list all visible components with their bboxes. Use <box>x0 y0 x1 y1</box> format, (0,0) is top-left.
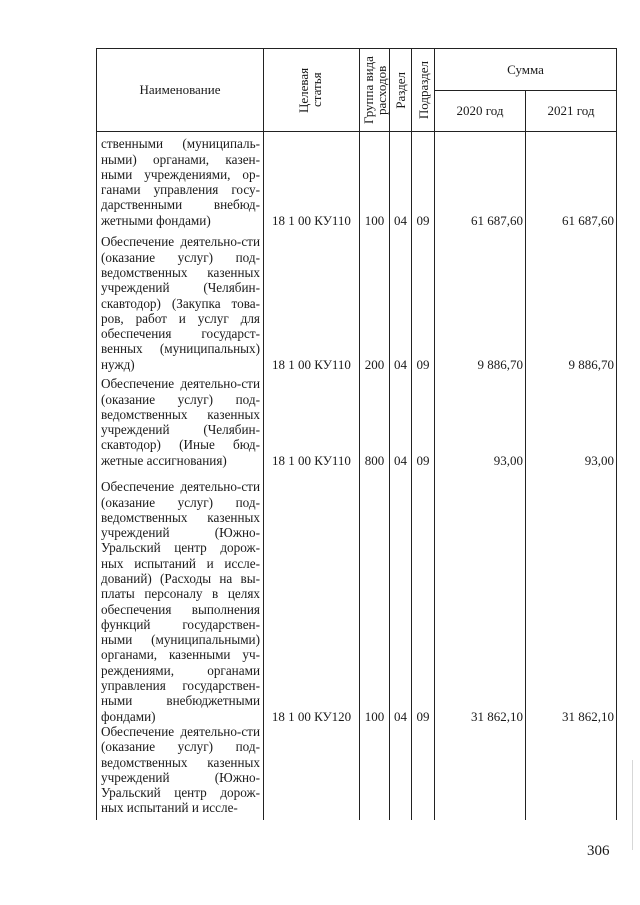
scan-edge-mark <box>632 760 633 850</box>
row-expense-group: 100 <box>360 468 390 724</box>
row-sum-2021: 9 886,70 <box>526 228 617 372</box>
row-sum-2020 <box>435 724 526 820</box>
row-section: 04 <box>390 372 412 468</box>
expense-group-label: Группа вида расходов <box>360 56 389 124</box>
col-header-section <box>390 49 412 132</box>
row-target-article <box>264 724 360 820</box>
table-row <box>97 372 617 468</box>
row-target-article: 18 1 00 КУ110 <box>264 372 360 468</box>
row-name: Обеспечение деятельно-сти (оказание услуг) под-ведомственных казенных учреждений (Челябин-скавтодор) (Закупка това-ров, работ и услуг для обеспечения государст-венных (муниципальных) нужд) <box>97 228 264 372</box>
target-article-label: Целевая статья <box>295 67 324 113</box>
row-sum-2021: 31 862,10 <box>526 468 617 724</box>
page-number: 306 <box>587 843 610 859</box>
row-section: 04 <box>390 132 412 229</box>
row-subsection: 09 <box>412 132 435 229</box>
row-expense-group: 800 <box>360 372 390 468</box>
row-subsection: 09 <box>412 468 435 724</box>
row-target-article: 18 1 00 КУ110 <box>264 132 360 229</box>
table-row <box>97 132 617 229</box>
row-section: 04 <box>390 228 412 372</box>
subsection-label: Подраздел <box>415 60 431 120</box>
col-header-expense-group <box>360 49 390 132</box>
table-row <box>97 724 617 820</box>
row-sum-2020: 61 687,60 <box>435 132 526 229</box>
row-expense-group: 100 <box>360 132 390 229</box>
row-section: 04 <box>390 468 412 724</box>
row-sum-2021: 93,00 <box>526 372 617 468</box>
table-row <box>97 468 617 724</box>
row-subsection: 09 <box>412 372 435 468</box>
table-row <box>97 228 617 372</box>
col-header-2021: 2021 год <box>526 91 617 132</box>
row-name: ственными (муниципаль-ными) органами, казен-ными учреждениями, ор-ганами управления госу-дарственными внебюд-жетными фондами) <box>97 132 264 229</box>
section-label: Раздел <box>393 71 408 109</box>
row-name: Обеспечение деятельно-сти (оказание услуг) под-ведомственных казенных учреждений (Южно-Уральский центр дорож-ных испытаний и иссле- <box>97 724 264 820</box>
col-header-target-article <box>264 49 360 132</box>
row-subsection: 09 <box>412 228 435 372</box>
row-expense-group: 200 <box>360 228 390 372</box>
table-body <box>97 132 617 821</box>
row-sum-2020: 9 886,70 <box>435 228 526 372</box>
budget-table <box>96 48 617 820</box>
row-sum-2021 <box>526 724 617 820</box>
row-target-article: 18 1 00 КУ120 <box>264 468 360 724</box>
row-expense-group <box>360 724 390 820</box>
row-section <box>390 724 412 820</box>
col-header-2020: 2020 год <box>435 91 526 132</box>
col-header-amount: Сумма <box>435 49 617 91</box>
row-sum-2021: 61 687,60 <box>526 132 617 229</box>
row-subsection <box>412 724 435 820</box>
row-sum-2020: 31 862,10 <box>435 468 526 724</box>
row-name: Обеспечение деятельно-сти (оказание услуг) под-ведомственных казенных учреждений (Челябин-скавтодор) (Иные бюд-жетные ассигнования) <box>97 372 264 468</box>
row-name: Обеспечение деятельно-сти (оказание услуг) под-ведомственных казенных учреждений (Южно-Уральский центр дорож-ных испытаний и иссле-дований) (Расходы на вы-платы персоналу в целях обеспечения выполнения функций государствен-ными (муниципальными) органами, казенными уч-реждениями, органами управления государствен-ными внебюджетными фондами) <box>97 468 264 724</box>
col-header-subsection <box>412 49 435 132</box>
col-header-name: Наименование <box>97 49 264 132</box>
row-target-article: 18 1 00 КУ110 <box>264 228 360 372</box>
row-sum-2020: 93,00 <box>435 372 526 468</box>
